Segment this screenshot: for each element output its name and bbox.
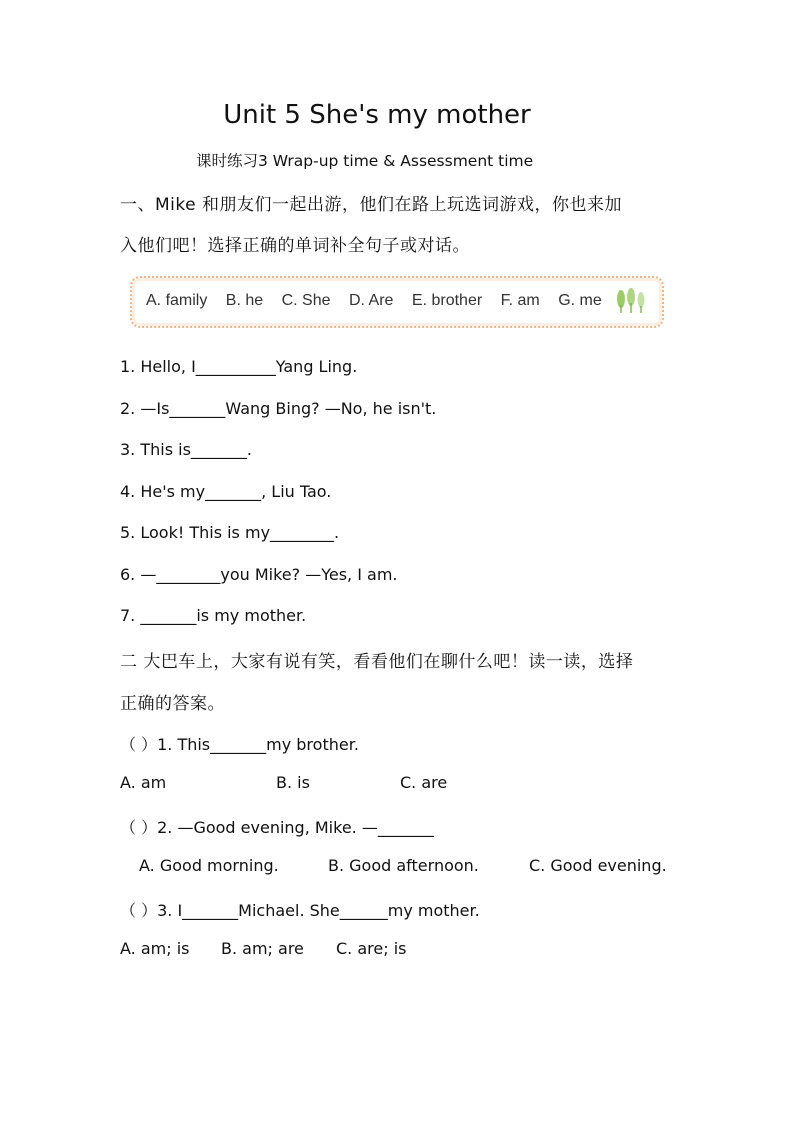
mc2-option-b: B. Good afternoon. bbox=[328, 856, 479, 875]
mc1-option-a: A. am bbox=[120, 773, 167, 792]
question-7: 7. _______is my mother. bbox=[120, 606, 307, 625]
word-option: D. Are bbox=[348, 292, 394, 309]
word-option: A. family bbox=[146, 292, 208, 309]
page-title: Unit 5 She's my mother bbox=[223, 100, 531, 130]
word-option: F. am bbox=[500, 292, 540, 309]
word-option: B. he bbox=[225, 292, 264, 309]
section1-heading-line1: 一、Mike 和朋友们一起出游，他们在路上玩选词游戏，你也来加 bbox=[120, 195, 622, 215]
question-3: 3. This is_______. bbox=[120, 440, 252, 459]
mc-question-3: （ ）3. I_______Michael. She______my mother. bbox=[120, 901, 480, 920]
question-5: 5. Look! This is my________. bbox=[120, 523, 340, 542]
mc2-option-a: A. Good morning. bbox=[139, 856, 279, 875]
question-4: 4. He's my_______, Liu Tao. bbox=[120, 482, 332, 501]
section2-heading-line2: 正确的答案。 bbox=[120, 694, 225, 714]
mc2-option-c: C. Good evening. bbox=[529, 856, 667, 875]
mc-question-2: （ ）2. —Good evening, Mike. —_______ bbox=[120, 818, 434, 837]
mc3-option-a: A. am; is bbox=[120, 939, 190, 958]
word-option: C. She bbox=[281, 292, 331, 309]
word-option: E. brother bbox=[411, 292, 483, 309]
mc3-option-b: B. am; are bbox=[221, 939, 304, 958]
mc1-option-b: B. is bbox=[276, 773, 310, 792]
mc1-option-c: C. are bbox=[400, 773, 448, 792]
section1-heading-line2: 入他们吧！选择正确的单词补全句子或对话。 bbox=[120, 236, 470, 256]
word-bank bbox=[146, 292, 616, 310]
question-1: 1. Hello, I__________Yang Ling. bbox=[120, 357, 358, 376]
mc3-option-c: C. are; is bbox=[336, 939, 407, 958]
question-2: 2. —Is_______Wang Bing? —No, he isn't. bbox=[120, 399, 437, 418]
mc-question-1: （ ）1. This_______my brother. bbox=[120, 735, 359, 754]
word-option: G. me bbox=[558, 292, 602, 309]
section2-heading-line1: 二 大巴车上，大家有说有笑，看看他们在聊什么吧！读一读，选择 bbox=[120, 652, 634, 672]
page-subtitle: 课时练习3 Wrap-up time & Assessment time bbox=[196, 152, 534, 170]
word-bank-box bbox=[130, 276, 664, 328]
question-6: 6. —________you Mike? —Yes, I am. bbox=[120, 565, 398, 584]
trees-icon bbox=[614, 288, 648, 314]
